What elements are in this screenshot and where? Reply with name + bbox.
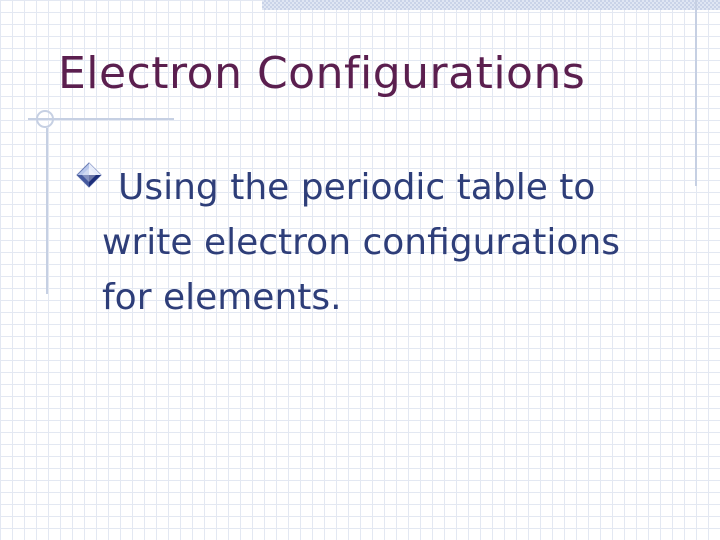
slide-title: Electron Configurations [58, 48, 586, 99]
left-decorative-rule [46, 128, 48, 294]
bullet-item-text: Using the periodic table to write electron configurations for elements. [102, 167, 621, 318]
top-decorative-band [262, 0, 720, 10]
diamond-bullet-icon [76, 162, 102, 188]
rule-ring-ornament [36, 110, 54, 128]
right-decorative-rule [695, 0, 697, 186]
